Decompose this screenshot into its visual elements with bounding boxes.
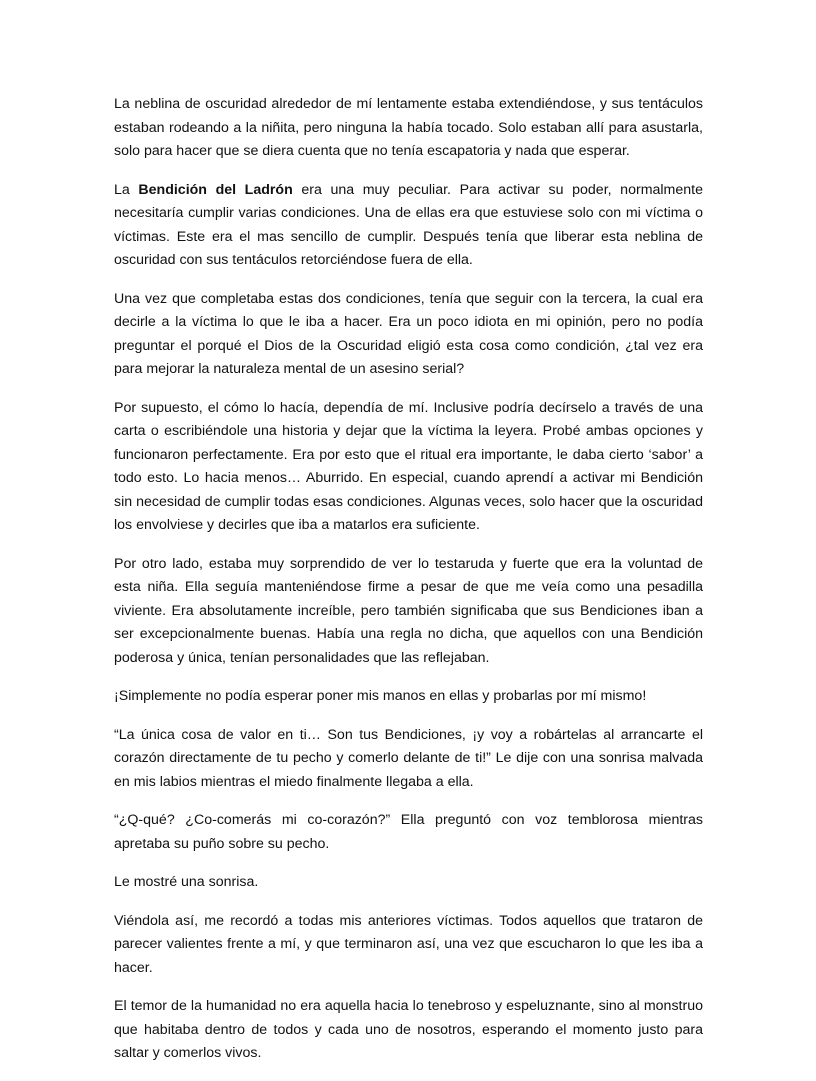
paragraph-1: La neblina de oscuridad alrededor de mí lentamente estaba extendiéndose, y sus tentáculos estaban rodeando a la niñita, pero ninguna la había tocado. Solo estaban allí para asustarla, solo para hacer que se diera cuenta que no tenía escapatoria y nada que esperar.: [114, 96, 703, 159]
paragraph-2: [114, 179, 703, 273]
document-body: [114, 93, 703, 1081]
paragraph-5: Por otro lado, estaba muy sorprendido de ver lo testaruda y fuerte que era la voluntad de esta niña. Ella seguía manteniéndose firme a pesar de que me veía como una pesadilla viviente. Era absolutamente increíble, pero también significaba que sus Bendiciones iban a ser excepcionalmente buenas. Había una regla no dicha, que aquellos con una Bendición poderosa y única, tenían personalidades que las reflejaban.: [114, 555, 703, 666]
paragraph-2-rest: era una muy peculiar. Para activar su poder, normalmente necesitaría cumplir varias condiciones. Una de ellas era que estuviese solo con mi víctima o víctimas. Este era el mas sencillo de cumplir. Después tenía que liberar esta neblina de oscuridad con sus tentáculos retorciéndose fuera de ella.: [114, 181, 703, 268]
paragraph-8: “¿Q-qué? ¿Co-comerás mi co-corazón?” Ella preguntó con voz temblorosa mientras apretaba su puño sobre su pecho.: [114, 812, 703, 852]
paragraph-4: Por supuesto, el cómo lo hacía, dependía de mí. Inclusive podría decírselo a través de una carta o escribiéndole una historia y dejar que la víctima la leyera. Probé ambas opciones y funcionaron perfectamente. Era por esto que el ritual era importante, le daba cierto ‘sabor’ a todo esto. Lo hacia menos… Aburrido. En especial, cuando aprendí a activar mi Bendición sin necesidad de cumplir todas esas condiciones. Algunas veces, solo hacer que la oscuridad los envolviese y decirles que iba a matarlos era suficiente.: [114, 399, 703, 533]
paragraph-10: Viéndola así, me recordó a todas mis anteriores víctimas. Todos aquellos que trataron de parecer valientes frente a mí, y que terminaron así, una vez que escucharon lo que les iba a hacer.: [114, 912, 703, 976]
paragraph-11: El temor de la humanidad no era aquella hacia lo tenebroso y espeluznante, sino al monstruo que habitaba dentro de todos y cada uno de nosotros, esperando el momento justo para saltar y comerlos vivos.: [114, 998, 703, 1061]
paragraph-7: “La única cosa de valor en ti… Son tus Bendiciones, ¡y voy a robártelas al arrancarte el corazón directamente de tu pecho y comerlo delante de ti!” Le dije con una sonrisa malvada en mis labios mientras el miedo finalmente llegaba a ella.: [114, 726, 703, 790]
paragraph-6: ¡Simplemente no podía esperar poner mis manos en ellas y probarlas por mí mismo!: [114, 688, 647, 704]
paragraph-9: Le mostré una sonrisa.: [114, 874, 259, 890]
paragraph-3: Una vez que completaba estas dos condiciones, tenía que seguir con la tercera, la cual era decirle a la víctima lo que le iba a hacer. Era un poco idiota en mi opinión, pero no podía preguntar el porqué el Dios de la Oscuridad eligió esta cosa como condición, ¿tal vez era para mejorar la naturaleza mental de un asesino serial?: [114, 290, 703, 377]
blessing-name-bold: Bendición del Ladrón: [138, 181, 293, 198]
paragraph-2-start: La: [114, 181, 139, 198]
